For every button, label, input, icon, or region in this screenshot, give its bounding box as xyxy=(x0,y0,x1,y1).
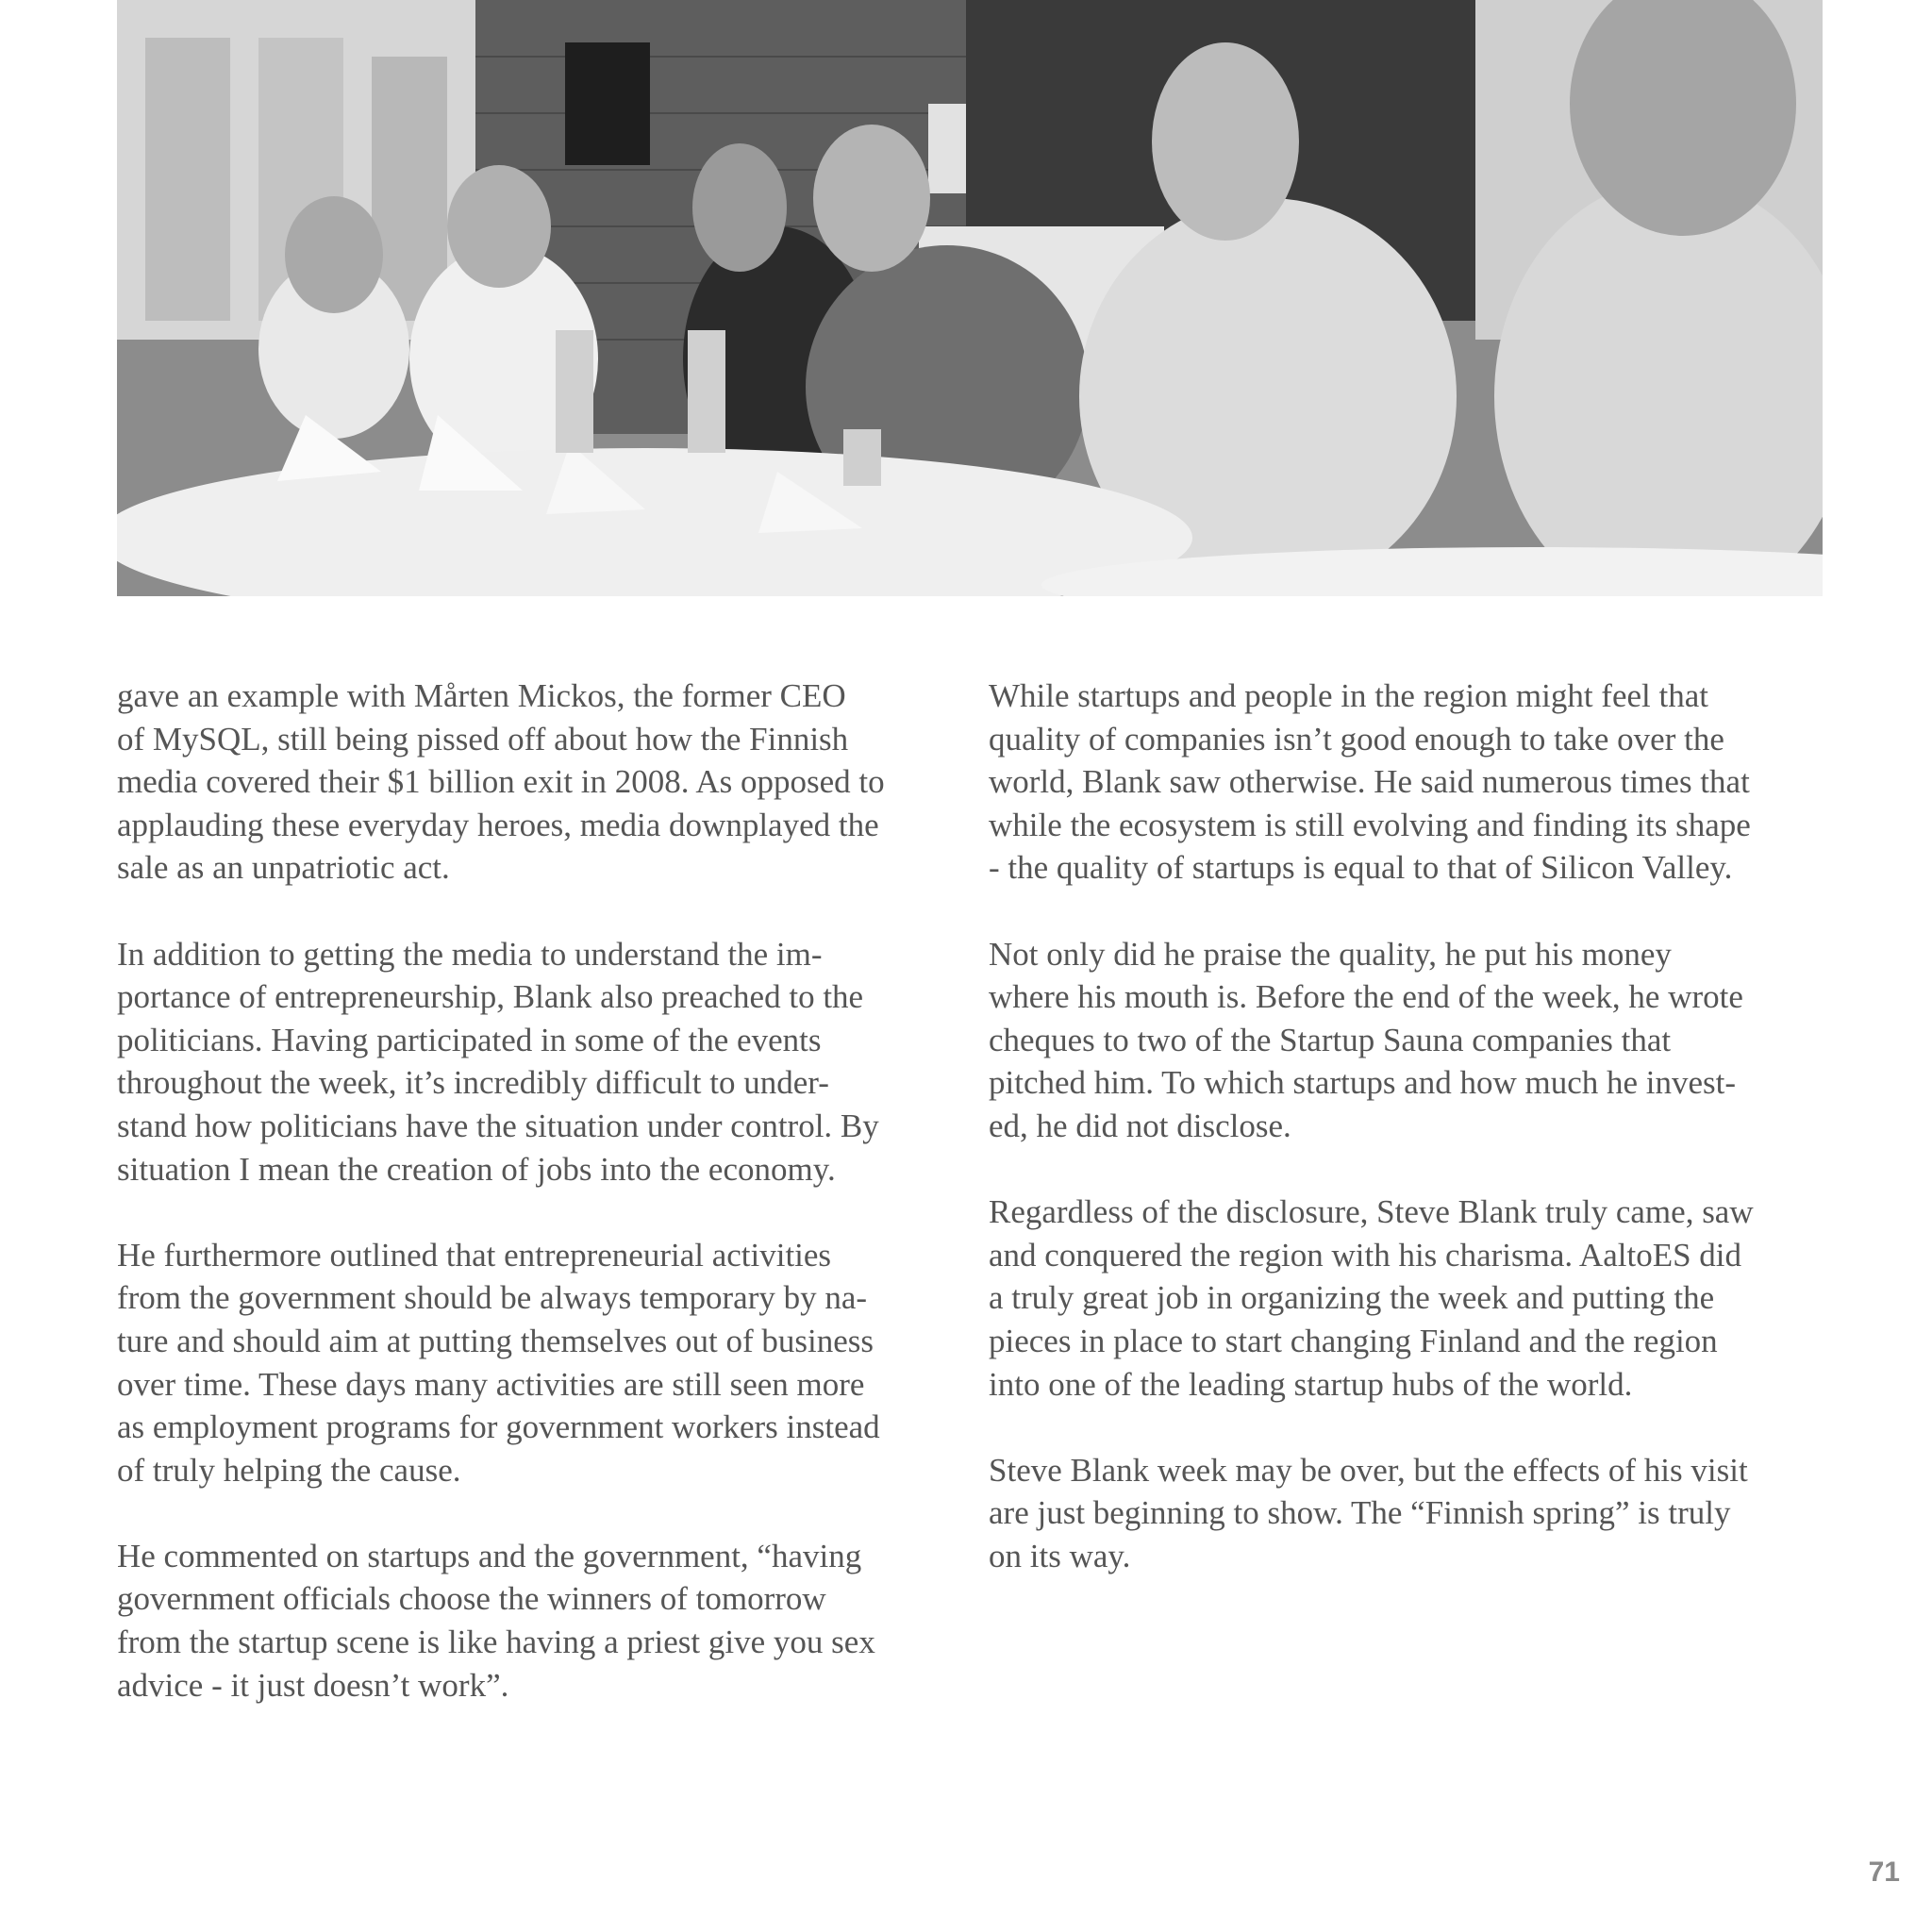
paragraph: In addition to getting the media to understand the im- portance of entrepreneurship, Blank also preached to the politicians. Having participated in some of the events throughout the week, it’s incredibly difficult to under- stand how politicians have the situation under control. By situation I mean the creation of jobs into the economy. xyxy=(117,935,879,1188)
paragraph: Not only did he praise the quality, he put his money where his mouth is. Before the end of the week, he wrote cheques to two of the Startup Sauna companies that pitched him. To which startups and how much he invest- ed, he did not disclose. xyxy=(989,935,1743,1144)
paragraph: Regardless of the disclosure, Steve Blank truly came, saw and conquered the region with his charisma. AaltoES did a truly great job in organizing the week and putting the pieces in place to start changing Finland and the region into one of the leading startup hubs of the world. xyxy=(989,1193,1754,1403)
page-number: 71 xyxy=(1868,1857,1900,1888)
article-right-column xyxy=(989,675,1828,1621)
paragraph: While startups and people in the region might feel that quality of companies isn’t good enough to take over the world, Blank saw otherwise. He said numerous times that while the ecosystem is still evolving and finding its shape - the quality of startups is equal to that of Silicon Valley. xyxy=(989,677,1751,887)
paragraph: He furthermore outlined that entrepreneurial activities from the government should be always temporary by na- ture and should aim at putting themselves out of business over time. These days many activities are still seen more as employment programs for government workers instead of truly helping the cause. xyxy=(117,1236,880,1489)
paragraph: He commented on startups and the government, “having government officials choose the winners of tomorrow from the startup scene is like having a priest give you sex advice - it just doesn’t work”. xyxy=(117,1537,875,1704)
photo-illustration xyxy=(117,0,1823,596)
paragraph: Steve Blank week may be over, but the effects of his visit are just beginning to show. The “Finnish spring” is truly on its way. xyxy=(989,1451,1748,1574)
paragraph: gave an example with Mårten Mickos, the former CEO of MySQL, still being pissed off about how the Finnish media covered their $1 billion exit in 2008. As opposed to applauding these everyday heroes, media downplayed the sale as an unpatriotic act. xyxy=(117,677,885,887)
panel-discussion-photo xyxy=(117,0,1823,596)
article-left-column xyxy=(117,675,957,1750)
